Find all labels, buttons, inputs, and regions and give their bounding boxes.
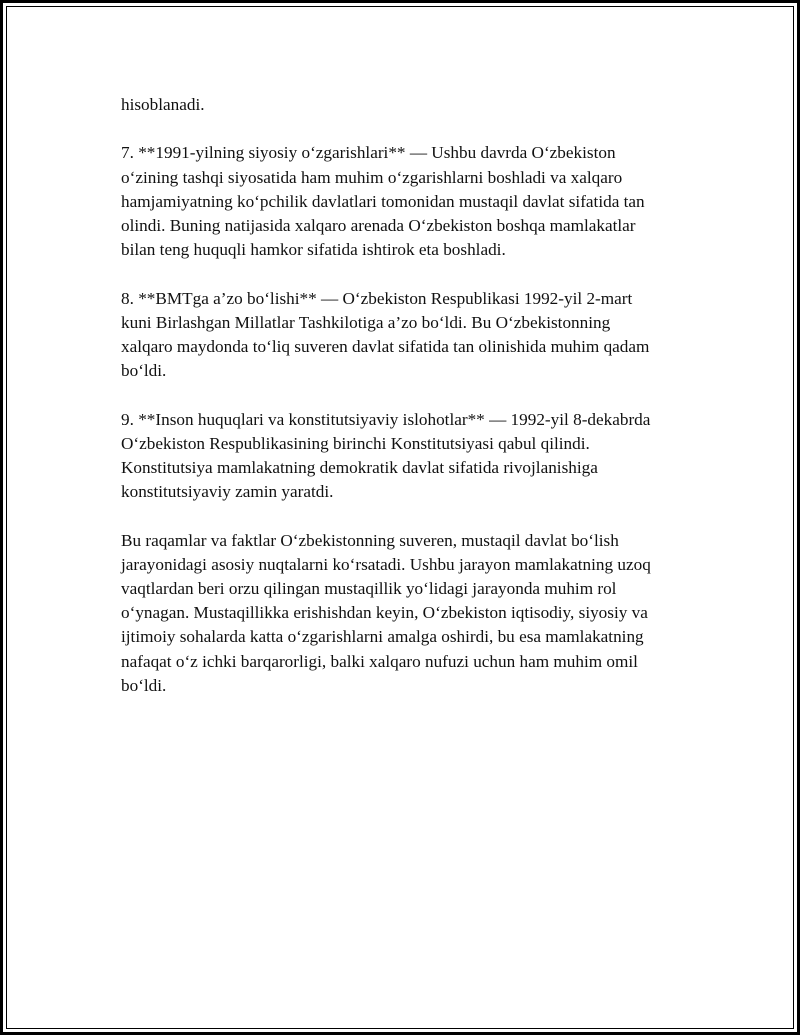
paragraph-conclusion: Bu raqamlar va faktlar O‘zbekistonning suveren, mustaqil davlat bo‘lish jarayonidagi asosiy nuqtalarni ko‘rsatadi. Ushbu jarayon mamlakatning uzoq vaqtlardan beri orzu qilingan mustaqillik yo‘lidagi jarayonda muhim rol o‘ynagan. Mustaqillikka erishishdan keyin, O‘zbekiston iqtisodiy, siyosiy va ijtimoiy sohalarda katta o‘zgarishlarni amalga oshirdi, bu esa mamlakatning nafaqat o‘z ichki barqarorligi, balki xalqaro nufuzi uchun ham muhim omil bo‘ldi. <box>121 530 651 695</box>
paragraph-continuation: hisoblanadi. <box>121 95 205 114</box>
paragraph-item-8: 8. **BMTga a’zo bo‘lishi** — O‘zbekiston Respublikasi 1992-yil 2-mart kuni Birlashgan Millatlar Tashkilotiga a’zo bo‘ldi. Bu O‘zbekistonning xalqaro maydonda to‘liq suveren davlat sifatida tan olinishida muhim qadam bo‘ldi. <box>121 288 650 381</box>
document-body <box>121 93 691 722</box>
paragraph-item-9: 9. **Inson huquqlari va konstitutsiyaviy islohotlar** — 1992-yil 8-dekabrda O‘zbekiston Respublikasining birinchi Konstitutsiyasi qabul qilindi. Konstitutsiya mamlakatning demokratik davlat sifatida rivojlanishiga konstitutsiyaviy zamin yaratdi. <box>121 409 651 502</box>
paragraph-item-7: 7. **1991-yilning siyosiy o‘zgarishlari** — Ushbu davrda O‘zbekiston o‘zining tashqi siyosatida ham muhim o‘zgarishlarni boshladi va xalqaro hamjamiyatning ko‘pchilik davlatlari tomonidan mustaqil davlat sifatida tan olindi. Buning natijasida xalqaro arenada O‘zbekiston boshqa mamlakatlar bilan teng huquqli hamkor sifatida ishtirok eta boshladi. <box>121 143 645 260</box>
